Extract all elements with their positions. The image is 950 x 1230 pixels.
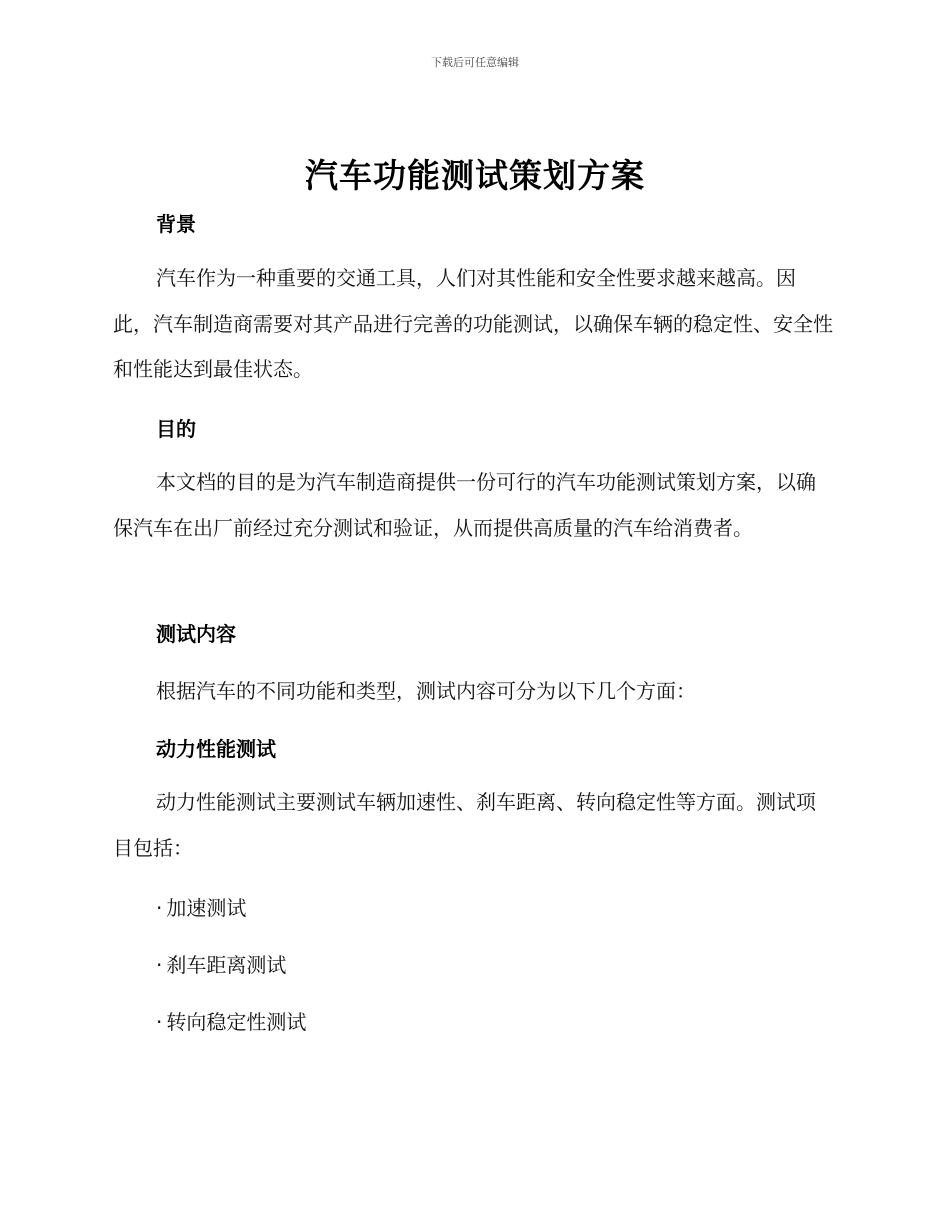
list-item-text: 转向稳定性测试: [166, 1010, 307, 1034]
paragraph-background: 汽车作为一种重要的交通工具，人们对其性能和安全性要求越来越高。因此，汽车制造商需要对其产品进行完善的功能测试，以确保车辆的稳定性、安全性和性能达到最佳状态。: [113, 266, 833, 381]
bullet-marker: ·: [156, 953, 163, 977]
list-item: [156, 892, 246, 921]
bullet-marker: ·: [156, 896, 163, 920]
list-item-text: 刹车距离测试: [166, 953, 287, 977]
heading-purpose: 目的: [156, 417, 196, 441]
heading-power-test: 动力性能测试: [156, 737, 276, 761]
paragraph-test-content: 根据汽车的不同功能和类型，测试内容可分为以下几个方面：: [156, 679, 696, 703]
header-note: 下载后可任意编辑: [431, 56, 519, 69]
list-item: [156, 1006, 306, 1035]
list-item-text: 加速测试: [166, 896, 247, 920]
bullet-marker: ·: [156, 1010, 163, 1034]
document-title: 汽车功能测试策划方案: [305, 156, 645, 195]
heading-background: 背景: [156, 212, 196, 236]
list-item: [156, 949, 286, 978]
paragraph-power-test: 动力性能测试主要测试车辆加速性、刹车距离、转向稳定性等方面。测试项目包括：: [113, 790, 816, 860]
paragraph-purpose: 本文档的目的是为汽车制造商提供一份可行的汽车功能测试策划方案，以确保汽车在出厂前经过充分测试和验证，从而提供高质量的汽车给消费者。: [113, 470, 816, 540]
heading-test-content: 测试内容: [156, 622, 236, 646]
